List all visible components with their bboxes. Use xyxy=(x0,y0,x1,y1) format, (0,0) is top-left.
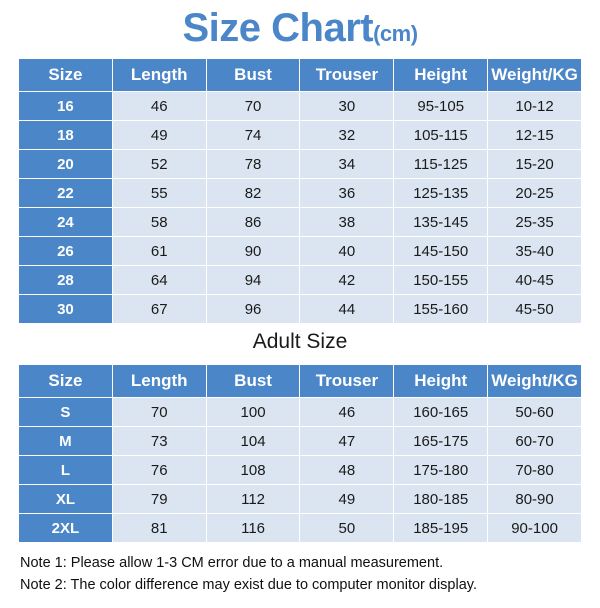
cell-height: 95-105 xyxy=(394,92,488,121)
cell-bust: 94 xyxy=(206,266,300,295)
table-header-row xyxy=(19,59,582,92)
cell-weight: 50-60 xyxy=(488,398,582,427)
adult-size-label: Adult Size xyxy=(252,330,348,353)
table-row xyxy=(19,150,582,179)
table-row xyxy=(19,179,582,208)
cell-size: 30 xyxy=(19,295,113,324)
cell-size: 16 xyxy=(19,92,113,121)
cell-size: 2XL xyxy=(19,514,113,543)
column-header-size: Size xyxy=(19,59,113,92)
cell-weight: 90-100 xyxy=(488,514,582,543)
cell-length: 46 xyxy=(112,92,206,121)
table-header-row xyxy=(19,365,582,398)
table-row xyxy=(19,398,582,427)
cell-length: 58 xyxy=(112,208,206,237)
column-header-trouser: Trouser xyxy=(300,365,394,398)
cell-bust: 108 xyxy=(206,456,300,485)
table-row xyxy=(19,92,582,121)
cell-size: 20 xyxy=(19,150,113,179)
table-row xyxy=(19,237,582,266)
cell-height: 125-135 xyxy=(394,179,488,208)
cell-size: XL xyxy=(19,485,113,514)
kids-table-body xyxy=(19,92,582,324)
cell-bust: 90 xyxy=(206,237,300,266)
cell-height: 105-115 xyxy=(394,121,488,150)
cell-bust: 86 xyxy=(206,208,300,237)
cell-weight: 35-40 xyxy=(488,237,582,266)
note-2: Note 2: The color difference may exist due to computer monitor display. xyxy=(20,576,477,593)
cell-size: M xyxy=(19,427,113,456)
adult-size-table xyxy=(18,364,582,543)
cell-trouser: 36 xyxy=(300,179,394,208)
cell-bust: 82 xyxy=(206,179,300,208)
column-header-length: Length xyxy=(112,59,206,92)
column-header-height: Height xyxy=(394,365,488,398)
cell-length: 49 xyxy=(112,121,206,150)
cell-length: 52 xyxy=(112,150,206,179)
cell-bust: 96 xyxy=(206,295,300,324)
cell-bust: 104 xyxy=(206,427,300,456)
adult-table-header xyxy=(19,365,582,398)
cell-size: 26 xyxy=(19,237,113,266)
column-header-trouser: Trouser xyxy=(300,59,394,92)
cell-weight: 10-12 xyxy=(488,92,582,121)
cell-length: 55 xyxy=(112,179,206,208)
cell-height: 175-180 xyxy=(394,456,488,485)
page-title-main: Size Chart xyxy=(182,6,374,50)
cell-height: 115-125 xyxy=(394,150,488,179)
cell-bust: 112 xyxy=(206,485,300,514)
cell-trouser: 44 xyxy=(300,295,394,324)
cell-bust: 116 xyxy=(206,514,300,543)
cell-weight: 45-50 xyxy=(488,295,582,324)
cell-trouser: 40 xyxy=(300,237,394,266)
cell-height: 135-145 xyxy=(394,208,488,237)
cell-length: 67 xyxy=(112,295,206,324)
cell-height: 160-165 xyxy=(394,398,488,427)
column-header-bust: Bust xyxy=(206,59,300,92)
cell-weight: 20-25 xyxy=(488,179,582,208)
adult-table-body xyxy=(19,398,582,543)
cell-length: 76 xyxy=(112,456,206,485)
cell-height: 180-185 xyxy=(394,485,488,514)
note-1: Note 1: Please allow 1-3 CM error due to a manual measurement. xyxy=(20,555,444,572)
table-row xyxy=(19,485,582,514)
cell-height: 145-150 xyxy=(394,237,488,266)
cell-height: 150-155 xyxy=(394,266,488,295)
column-header-bust: Bust xyxy=(206,365,300,398)
column-header-weight: Weight/KG xyxy=(488,365,582,398)
cell-weight: 80-90 xyxy=(488,485,582,514)
table-row xyxy=(19,266,582,295)
table-row xyxy=(19,208,582,237)
kids-table-header xyxy=(19,59,582,92)
cell-weight: 12-15 xyxy=(488,121,582,150)
size-chart-page xyxy=(0,8,600,608)
cell-weight: 60-70 xyxy=(488,427,582,456)
cell-trouser: 32 xyxy=(300,121,394,150)
cell-trouser: 47 xyxy=(300,427,394,456)
page-title-unit: (cm) xyxy=(373,21,418,46)
cell-size: S xyxy=(19,398,113,427)
cell-trouser: 42 xyxy=(300,266,394,295)
notes-block xyxy=(18,553,582,597)
cell-trouser: 46 xyxy=(300,398,394,427)
cell-size: L xyxy=(19,456,113,485)
cell-size: 18 xyxy=(19,121,113,150)
table-row xyxy=(19,427,582,456)
cell-bust: 74 xyxy=(206,121,300,150)
cell-bust: 78 xyxy=(206,150,300,179)
page-title xyxy=(18,8,582,48)
column-header-length: Length xyxy=(112,365,206,398)
cell-weight: 25-35 xyxy=(488,208,582,237)
cell-height: 185-195 xyxy=(394,514,488,543)
table-row xyxy=(19,121,582,150)
column-header-weight: Weight/KG xyxy=(488,59,582,92)
cell-height: 155-160 xyxy=(394,295,488,324)
cell-length: 81 xyxy=(112,514,206,543)
cell-trouser: 49 xyxy=(300,485,394,514)
cell-bust: 70 xyxy=(206,92,300,121)
cell-trouser: 38 xyxy=(300,208,394,237)
cell-size: 22 xyxy=(19,179,113,208)
table-row xyxy=(19,514,582,543)
cell-weight: 15-20 xyxy=(488,150,582,179)
cell-trouser: 50 xyxy=(300,514,394,543)
cell-height: 165-175 xyxy=(394,427,488,456)
cell-length: 73 xyxy=(112,427,206,456)
cell-length: 79 xyxy=(112,485,206,514)
cell-size: 28 xyxy=(19,266,113,295)
cell-weight: 40-45 xyxy=(488,266,582,295)
cell-length: 61 xyxy=(112,237,206,266)
cell-length: 70 xyxy=(112,398,206,427)
column-header-size: Size xyxy=(19,365,113,398)
cell-bust: 100 xyxy=(206,398,300,427)
cell-trouser: 30 xyxy=(300,92,394,121)
kids-size-table xyxy=(18,58,582,324)
cell-trouser: 48 xyxy=(300,456,394,485)
cell-trouser: 34 xyxy=(300,150,394,179)
table-row xyxy=(19,456,582,485)
cell-weight: 70-80 xyxy=(488,456,582,485)
table-row xyxy=(19,295,582,324)
column-header-height: Height xyxy=(394,59,488,92)
cell-length: 64 xyxy=(112,266,206,295)
cell-size: 24 xyxy=(19,208,113,237)
